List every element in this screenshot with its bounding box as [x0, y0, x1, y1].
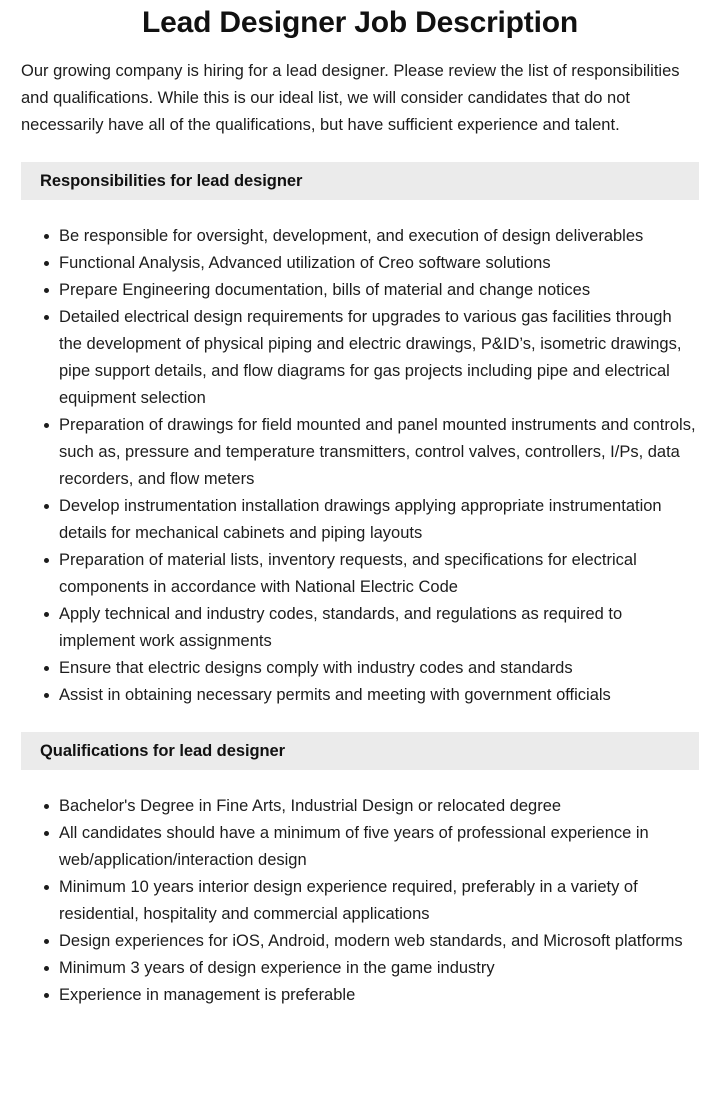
list-item: Be responsible for oversight, development, and execution of design deliverables — [21, 223, 699, 250]
section-heading: Qualifications for lead designer — [21, 732, 699, 770]
job-section — [21, 162, 699, 709]
list-item: Assist in obtaining necessary permits and meeting with government officials — [21, 682, 699, 709]
list-item: Ensure that electric designs comply with industry codes and standards — [21, 655, 699, 682]
list-item: Minimum 3 years of design experience in the game industry — [21, 955, 699, 982]
sections-container — [21, 162, 699, 1009]
list-item: Minimum 10 years interior design experience required, preferably in a variety of residential, hospitality and commercial applications — [21, 874, 699, 928]
list-item: Functional Analysis, Advanced utilization of Creo software solutions — [21, 250, 699, 277]
list-item: Preparation of drawings for field mounted and panel mounted instruments and controls, such as, pressure and temperature transmitters, control valves, controllers, I/Ps, data recorders, and flow meters — [21, 412, 699, 493]
list-item: All candidates should have a minimum of five years of professional experience in web/application/interaction design — [21, 820, 699, 874]
list-item: Experience in management is preferable — [21, 982, 699, 1009]
section-heading: Responsibilities for lead designer — [21, 162, 699, 200]
job-section — [21, 732, 699, 1009]
section-bullet-list — [21, 770, 699, 1009]
list-item: Develop instrumentation installation drawings applying appropriate instrumentation details for mechanical cabinets and piping layouts — [21, 493, 699, 547]
list-item: Bachelor's Degree in Fine Arts, Industrial Design or relocated degree — [21, 793, 699, 820]
list-item: Detailed electrical design requirements for upgrades to various gas facilities through the development of physical piping and electric drawings, P&ID’s, isometric drawings, pipe support details, and flow diagrams for gas projects including pipe and electrical equipment selection — [21, 304, 699, 412]
list-item: Design experiences for iOS, Android, modern web standards, and Microsoft platforms — [21, 928, 699, 955]
list-item: Prepare Engineering documentation, bills of material and change notices — [21, 277, 699, 304]
section-bullet-list — [21, 200, 699, 709]
list-item: Apply technical and industry codes, standards, and regulations as required to implement work assignments — [21, 601, 699, 655]
list-item: Preparation of material lists, inventory requests, and specifications for electrical components in accordance with National Electric Code — [21, 547, 699, 601]
page-title: Lead Designer Job Description — [142, 6, 578, 39]
intro-paragraph: Our growing company is hiring for a lead designer. Please review the list of responsibilities and qualifications. While this is our ideal list, we will consider candidates that do not necessarily have all of the qualifications, but have sufficient experience and talent. — [21, 62, 680, 134]
